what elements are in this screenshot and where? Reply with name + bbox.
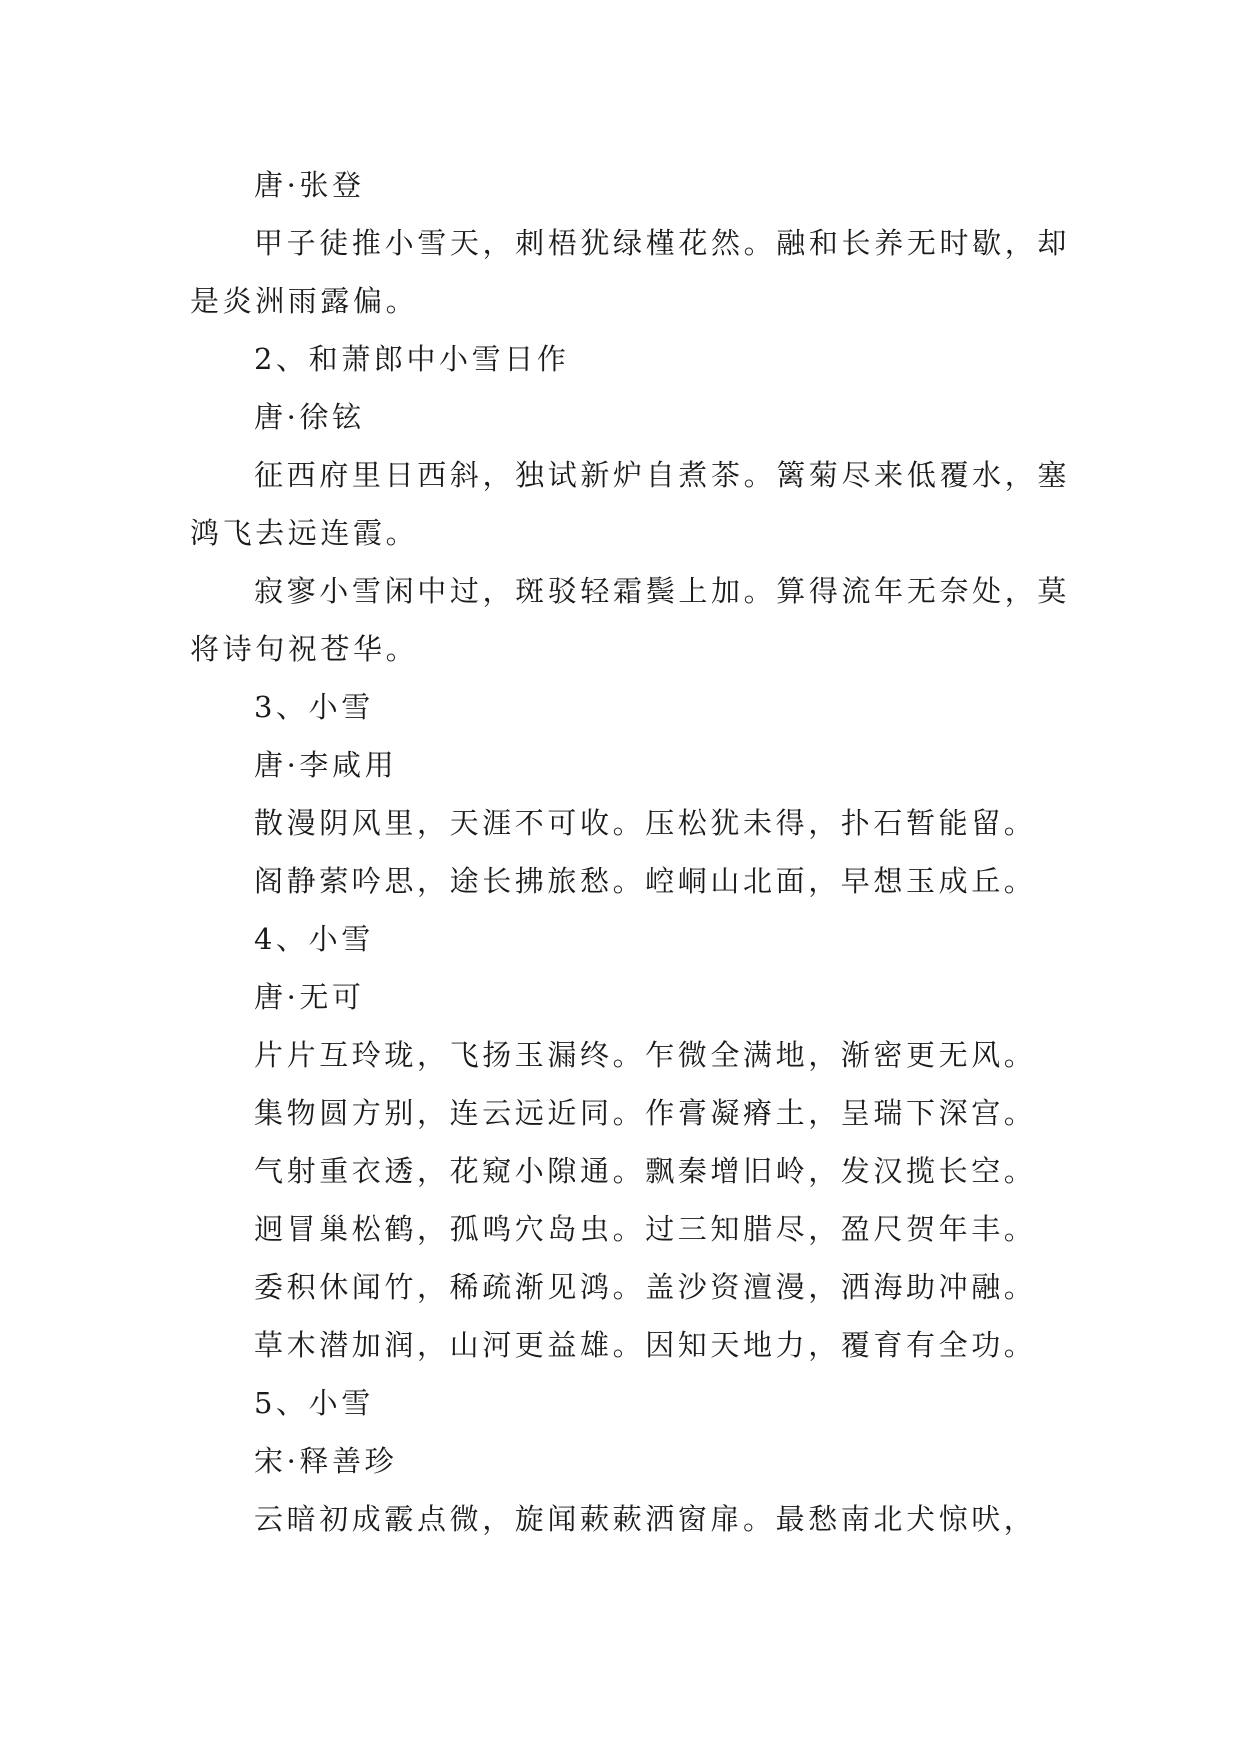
poem-line: 云暗初成霰点微，旋闻蔌蔌洒窗扉。最愁南北犬惊吠， [254, 1502, 1037, 1536]
poem-line: 委积休闻竹，稀疏渐见鸿。盖沙资澶漫，洒海助冲融。 [254, 1270, 1037, 1304]
poem-line: 片片互玲珑，飞扬玉漏终。乍微全满地，渐密更无风。 [254, 1038, 1037, 1072]
poem-line: 散漫阴风里，天涯不可收。压松犹未得，扑石暂能留。 [254, 806, 1037, 840]
author-line: 唐·徐铉 [254, 400, 365, 434]
poem-line: 阁静萦吟思，途长拂旅愁。崆峒山北面，早想玉成丘。 [254, 864, 1037, 898]
poem-line: 草木潜加润，山河更益雄。因知天地力，覆育有全功。 [254, 1328, 1037, 1362]
poem-title: 5、小雪 [254, 1386, 374, 1420]
author-line: 唐·无可 [254, 980, 365, 1014]
document-body [190, 156, 1070, 1548]
poem-line: 迥冒巢松鹤，孤鸣穴岛虫。过三知腊尽，盈尺贺年丰。 [254, 1212, 1037, 1246]
poem-title: 2、和萧郎中小雪日作 [254, 342, 570, 376]
poem-line: 气射重衣透，花窥小隙通。飘秦增旧岭，发汉揽长空。 [254, 1154, 1037, 1188]
poem-title: 4、小雪 [254, 922, 374, 956]
poem-line: 征西府里日西斜，独试新炉自煮茶。篱菊尽来低覆水，塞鸿飞去远连霞。 [190, 458, 1070, 550]
author-line: 唐·李咸用 [254, 748, 398, 782]
author-line: 宋·释善珍 [254, 1444, 398, 1478]
poem-line: 集物圆方别，连云远近同。作膏凝瘠土，呈瑞下深宫。 [254, 1096, 1037, 1130]
poem-line: 寂寥小雪闲中过，斑驳轻霜鬓上加。算得流年无奈处，莫将诗句祝苍华。 [190, 574, 1070, 666]
poem-title: 3、小雪 [254, 690, 374, 724]
poem-line: 甲子徒推小雪天，刺梧犹绿槿花然。融和长养无时歇，却是炎洲雨露偏。 [190, 226, 1070, 318]
author-line: 唐·张登 [254, 168, 365, 202]
